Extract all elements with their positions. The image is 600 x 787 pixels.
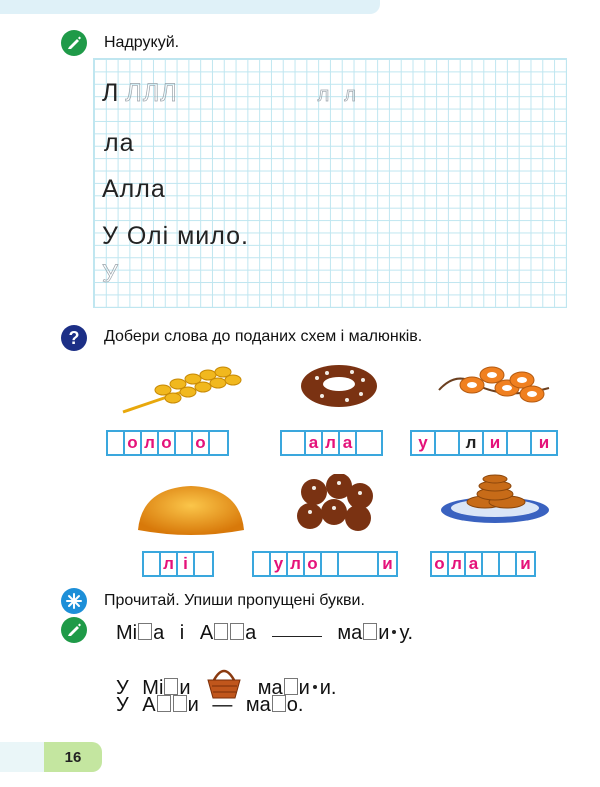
scheme-cell [483,553,500,575]
word-part: и [179,677,191,699]
word-part: ма [257,677,283,699]
scheme-cell: у [271,553,288,575]
blank-box[interactable] [138,623,152,640]
syllable-dot [392,630,396,634]
scheme-cell: и [382,554,393,573]
scheme-cell: о [305,553,322,575]
bun-picture [134,480,248,540]
scheme-cell: л [161,553,178,575]
trace-letter: л [317,84,331,106]
scheme-cell [357,432,381,454]
scheme-cell: л [323,432,340,454]
scheme-cell: и [520,554,531,573]
blank-box[interactable] [164,678,178,695]
plate-cakes-picture [437,470,553,528]
scheme-cell: о [125,432,142,454]
word-part: — [212,694,233,716]
scheme-2 [280,430,383,456]
top-band [0,0,380,14]
blank-box[interactable] [363,623,377,640]
word-part: У [116,694,129,716]
word-part: А [199,622,214,644]
scheme-3 [410,430,558,456]
section2-title: Добери слова до поданих схем і малюнків. [104,328,423,345]
scheme-4 [142,551,214,577]
scheme-cell: и [538,433,550,452]
grid-line-1 [102,79,357,108]
scheme-6 [430,551,536,577]
word-part: и [378,622,390,644]
syllable-dot [313,685,317,689]
bublyky-picture [437,360,553,410]
blank-line[interactable] [272,636,322,637]
word-part: а [153,622,165,644]
word-part: ма [245,694,271,716]
word-part: У [116,677,129,699]
grid-line-4: У Олі мило. [102,222,249,250]
scheme-cell [210,432,227,454]
word-part: і [179,622,185,644]
scheme-cell: о [432,553,449,575]
grid-line-2: ла [104,129,135,157]
section1-title: Надрукуй. [104,34,180,51]
trace-letter: Л [125,79,143,107]
scheme-cell: и [484,432,508,454]
grid-line-5: У [102,260,119,288]
trace-letter: л [344,84,357,106]
pencil-icon [61,30,87,56]
scheme-cell: о [193,432,210,454]
pampushky-picture [294,474,378,536]
scheme-cell: л [460,432,484,454]
scheme-5 [252,551,398,577]
question-icon: ? [61,325,87,351]
scheme-cell [176,432,193,454]
scheme-cell: у [412,432,436,454]
word-part: Мі [116,622,138,644]
word-part: о. [286,694,304,716]
blank-box[interactable] [272,695,286,712]
scheme-cell: л [142,432,159,454]
scheme-1 [106,430,229,456]
word-part: а [245,622,257,644]
scheme-cell [108,432,125,454]
scheme-cell [322,553,339,575]
word-part: Мі [142,677,164,699]
scheme-cell: а [466,553,483,575]
scheme-cell: л [288,553,305,575]
wheat-picture [118,360,248,420]
bagel-picture [297,358,381,410]
section3-title: Прочитай. Упиши пропущені букви. [104,592,365,609]
star-icon [61,588,87,614]
trace-letter: Л [142,79,161,107]
blank-box[interactable] [157,695,171,712]
reading-line-1 [116,622,413,645]
word-part: и [298,677,310,699]
word-part: ма [337,622,363,644]
scheme-cell [254,553,271,575]
reading-line-3 [116,694,303,717]
page-number-band [0,742,44,772]
page-number: 16 [44,742,102,772]
scheme-cell [436,432,460,454]
scheme-cell [282,432,306,454]
blank-box[interactable] [284,678,298,695]
word-part: А [142,694,156,716]
scheme-cell [339,553,379,575]
word-part: у. [399,622,414,644]
grid-line-3: Алла [102,175,166,203]
word-part: и. [319,677,337,699]
scheme-cell: о [159,432,176,454]
scheme-cell: а [340,432,357,454]
blank-box[interactable] [214,623,228,640]
scheme-cell: і [178,553,195,575]
scheme-cell [144,553,161,575]
scheme-cell [508,432,532,454]
letter-sample: Л [102,79,120,107]
word-part: и [187,694,199,716]
trace-letter: Л [160,79,178,107]
scheme-cell [195,553,212,575]
blank-box[interactable] [173,695,187,712]
scheme-cell: а [306,432,323,454]
scheme-cell: л [449,553,466,575]
scheme-cell [500,553,517,575]
blank-box[interactable] [230,623,244,640]
pencil-icon [61,617,87,643]
